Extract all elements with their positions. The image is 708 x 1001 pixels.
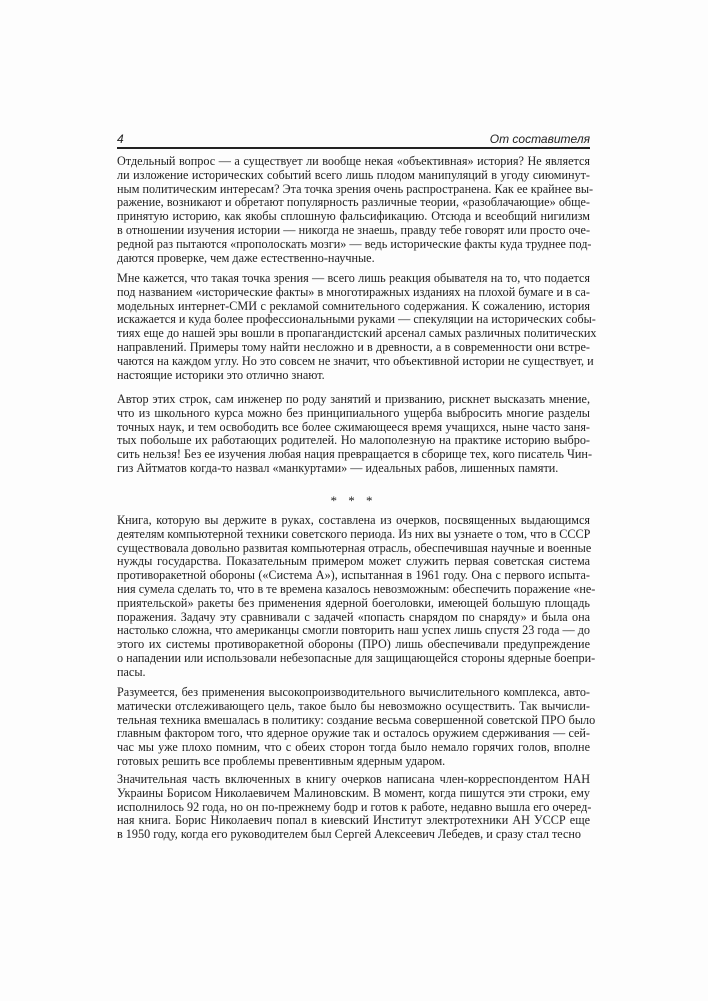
text-line: деятелям компьютерной техники советского периода. Из них вы узнаете о том, что в СССР (117, 526, 591, 541)
text-line: под названием «исторические факты» в многотиражных изданиях на плохой бумаге и в са- (117, 284, 590, 299)
text-line: ражение, возникают и обретают популярность различные теории, «разоблачающие» обще- (117, 195, 590, 210)
text-line: редной раз пытаются «прополоскать мозги» — ведь исторические факты куда труднее под- (117, 236, 592, 251)
text-line: ли изложение исторических событий всего лишь плодом манипуляций в угоду сиюминут- (117, 167, 590, 182)
text-line: нужды государства. Показательным примером может служить первая советская система (117, 554, 590, 569)
text-line: гиз Айтматов когда-то назвал «манкуртами» — идеальных рабов, лишенных памяти. (117, 460, 559, 475)
text-line: час мы уже плохо помним, что с обеих сторон тогда было немало горячих голов, вполне (117, 740, 590, 755)
text-line: даются проверке, чем даже естественно-научные. (117, 250, 375, 265)
text-line: ным политическим интересам? Эта точка зрения очень распространена. Как ее крайнее вы- (117, 181, 594, 196)
text-line: настолько сложна, что американцы смогли повторить наш успех лишь спустя 23 года — до (117, 623, 590, 638)
text-line: о нападении или использовали небезопасные для защищающейся стороны ядерные боепри- (117, 650, 596, 665)
text-line: принятую историю, как якобы сплошную фальсификацию. Отсюда и всеобщий нигилизм (117, 209, 590, 224)
text-line: Разумеется, без применения высокопроизводительного вычислительного комплекса, авто- (117, 685, 590, 699)
text-line: тых побольше их работающих родителей. Но малополезную на практике историю выбро- (117, 433, 590, 448)
text-line: Украины Борисом Николаевичем Малиновским. В момент, когда пишутся эти строки, ему (117, 785, 590, 800)
text-line: настоящие историки это отлично знают. (117, 367, 325, 382)
text-line: приятельской» ракеты без применения ядерной боеголовки, имеющей большую площадь (117, 595, 590, 610)
text-line: поражения. Задачу эту сравнивали с задачей «попасть снарядом по снаряду» и была она (117, 609, 590, 624)
text-line: чаются на каждом углу. Но это совсем не значит, что объективной истории не существует, и (117, 353, 594, 368)
paragraph (117, 271, 597, 382)
text-line: сить нельзя! Без ее изучения любая нация превращается в сборище тех, кого писатель Чин- (117, 447, 593, 462)
text-line: главным фактором того, что ядерное оружие так и осталось оружием сдерживания — сей- (117, 726, 590, 741)
text-line: ния сумела сделать то, что в те времена казалось невозможным: обеспечить поражение «не- (117, 581, 596, 596)
text-line: в 1950 году, когда его руководителем был Сергей Алексеевич Лебедев, и сразу стал тесно (117, 827, 582, 842)
header-rule (117, 147, 590, 149)
text-line: направлений. Примеры тому найти несложно и в древности, а в современности они встре- (117, 339, 590, 354)
running-header (117, 132, 590, 146)
text-line: тельная техника вмешалась в политику: создание весьма совершенной советской ПРО было (117, 712, 596, 727)
text-line: готовых решить все проблемы превентивным ядерным ударом. (117, 753, 446, 768)
text-line: существовала довольно развитая компьютерная отрасль, обеспечившая научные и военные (117, 540, 592, 555)
text-line: в отношении изучения истории — никогда не знаешь, правду тебе говорят или просто оче- (117, 222, 590, 237)
text-line: что из школьного курса можно без принципиального ущерба выбросить многие разделы (117, 405, 590, 420)
text-line: Отдельный вопрос — а существует ли вообще некая «объективная» история? Не является (117, 154, 590, 168)
section-separator: * * * (330, 493, 377, 508)
section-title: От составителя (489, 132, 590, 146)
text-line: этого их системы противоракетной обороны (ПРО) лишь обеспечивали предупреждение (117, 637, 590, 652)
text-line: Книга, которую вы держите в руках, составлена из очерков, посвященных выдающимся (117, 513, 590, 527)
text-line: Автор этих строк, сам инженер по роду занятий и призванию, рискнет высказать мнение, (117, 392, 590, 406)
text-line: исполнилось 92 года, но он по-прежнему бодр и готов к работе, недавно вышла его очеред- (117, 799, 592, 814)
paragraph (117, 513, 596, 680)
text-line: ная книга. Борис Николаевич попал в киевский Институт электротехники АН УССР еще (117, 813, 590, 828)
paragraph (117, 773, 590, 842)
paragraph (117, 154, 594, 265)
text-line: искажается и куда более профессиональными руками — спекуляции на исторических собы- (117, 312, 596, 327)
text-line: противоракетной обороны («Система А»), испытанная в 1961 году. Она с первого испыта- (117, 568, 590, 583)
text-line: Значительная часть включенных в книгу очерков написана член-корреспондентом НАН (117, 772, 590, 786)
text-line: матически отслеживающего цель, такое было бы невозможно осуществить. Так вычисли- (117, 698, 590, 713)
text-line: пасы. (117, 664, 146, 679)
text-line: точных наук, и тем освободить все более сжимающееся время учащихся, ныне часто заня- (117, 419, 590, 434)
paragraph (117, 392, 593, 476)
text-line: тиях еще до нашей эры вошли в пропагандистский арсенал самых различных политических (117, 326, 597, 341)
page-number: 4 (117, 132, 124, 146)
text-line: модельных интернет-СМИ с рекламой сомнительного содержания. К сожалению, история (117, 298, 590, 313)
paragraph (117, 685, 596, 769)
text-line: Мне кажется, что такая точка зрения — всего лишь реакция обывателя на то, что подается (117, 271, 590, 285)
